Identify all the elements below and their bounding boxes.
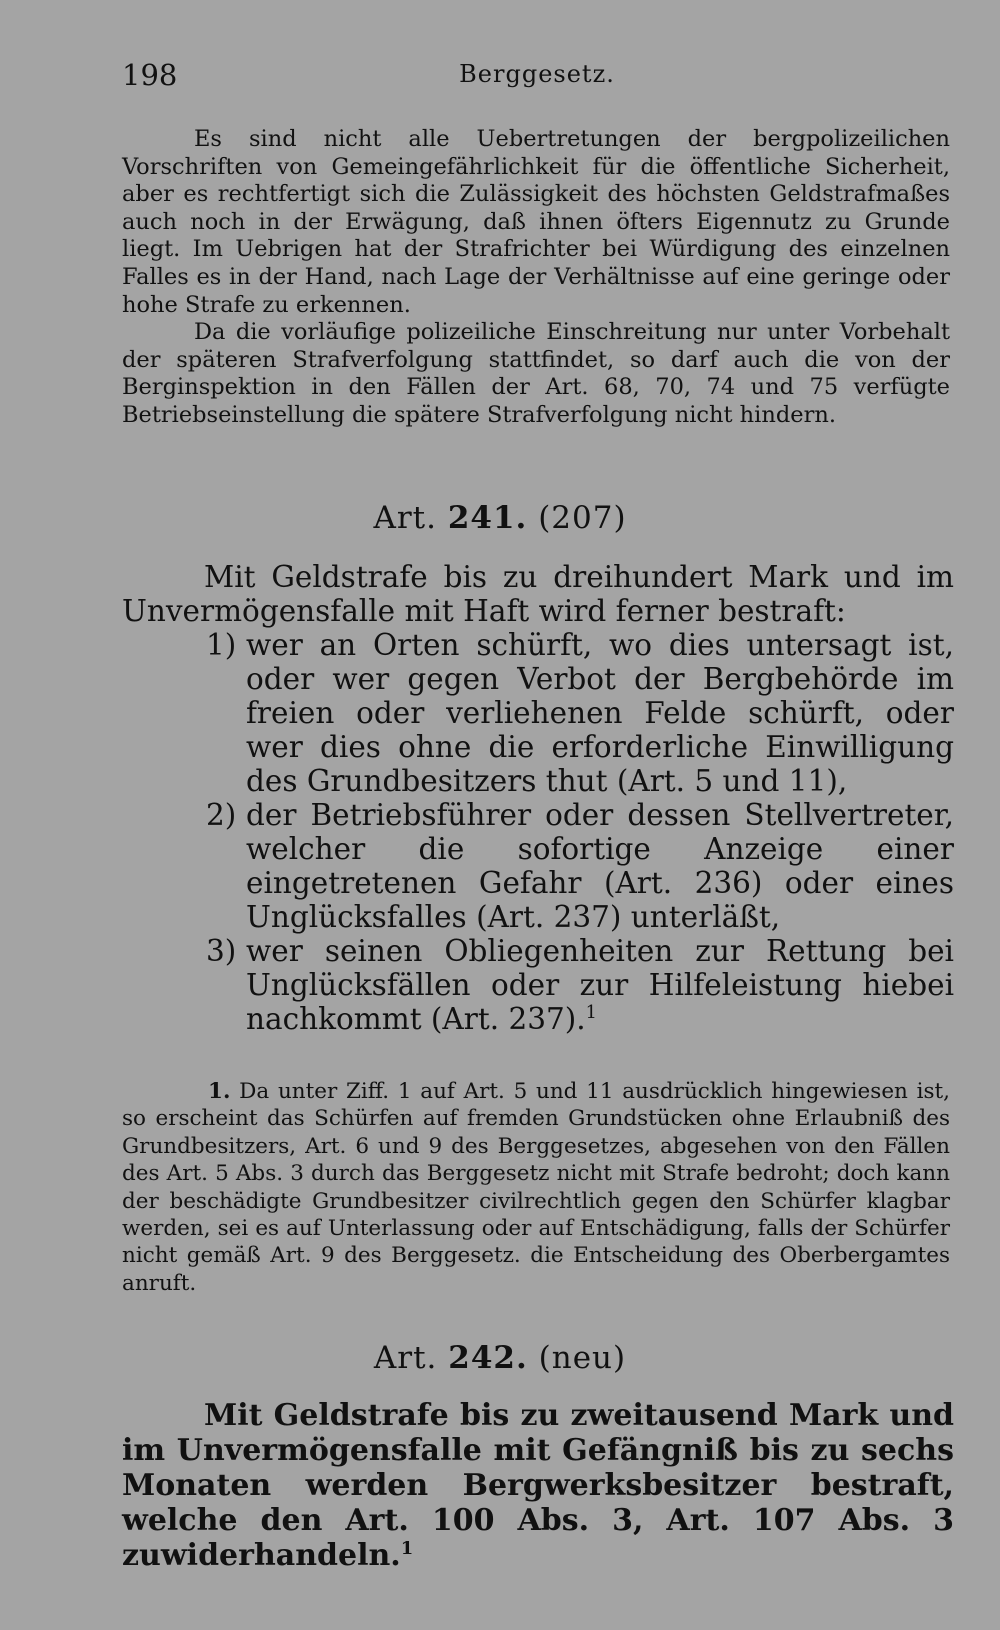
list-marker: 3) — [206, 934, 237, 968]
commentary-paragraph-1: Es sind nicht alle Uebertretungen der bergpolizeilichen Vorschriften von Gemeingefährlichkeit für die öffentliche Sicherheit, aber es rechtfertigt sich die Zulässigkeit des höchsten Geldstrafmaßes auch noch in der Erwägung, daß ihnen öfters Eigennutz zu Grunde liegt. Im Uebrigen hat der Strafrichter bei Würdigung des einzelnen Falles es in der Hand, nach Lage der Verhältnisse auf eine geringe oder hohe Strafe zu erkennen. — [122, 126, 950, 318]
commentary-paragraph-2: Da die vorläufige polizeiliche Einschreitung nur unter Vorbehalt der späteren Strafverfolgung stattfindet, so darf auch die von der Berginspektion in den Fällen der Art. 68, 70, 74 und 75 verfügte Betriebseinstellung die spätere Strafverfolgung nicht hindern. — [122, 319, 950, 428]
footnote-paragraph — [122, 1078, 950, 1297]
footnote-reference: 1 — [585, 1003, 597, 1024]
page-header — [122, 58, 952, 102]
footnote-marker: 1. — [208, 1079, 231, 1104]
footnote-1 — [122, 1078, 950, 1297]
list-item-text: wer seinen Obliegenheiten zur Rettung bei Unglücksfällen oder zur Hilfeleistung hiebei nachkommt (Art. 237). — [246, 934, 954, 1036]
list-item-text: wer an Orten schürft, wo dies untersagt ist, oder wer gegen Verbot der Bergbehörde im freien oder verliehenen Felde schürft, oder wer dies ohne die erforderliche Einwilligung des Grundbesitzers thut (Art. 5 und 11), — [246, 628, 954, 798]
commentary-block — [122, 126, 950, 430]
article-241-intro: Mit Geldstrafe bis zu dreihundert Mark und im Unvermögensfalle mit Haft wird ferner bestraft: — [122, 560, 954, 628]
article-242-paragraph — [122, 1398, 954, 1573]
article-old-number: (neu) — [538, 1340, 627, 1376]
list-marker: 2) — [206, 798, 237, 832]
article-prefix: Art. — [373, 1340, 438, 1376]
footnote-text: Da unter Ziff. 1 auf Art. 5 und 11 ausdrücklich hingewiesen ist, so erscheint das Schürfen auf fremden Grundstücken ohne Erlaubniß des Grundbesitzers, Art. 6 und 9 des Berggesetzes, abgesehen von den Fällen des Art. 5 Abs. 3 durch das Berggesetz nicht mit Strafe bedroht; doch kann der beschädigte Grundbesitzer civilrechtlich gegen den Schürfer klagbar werden, sei es auf Unterlassung oder auf Entschädigung, falls der Schürfer nicht gemäß Art. 9 des Berggesetz. die Entscheidung des Oberbergamtes anruft. — [122, 1079, 950, 1296]
article-242-heading — [0, 1340, 1000, 1376]
footnote-reference: 1 — [400, 1538, 414, 1559]
article-old-number: (207) — [538, 500, 627, 536]
article-number: 241. — [447, 500, 528, 536]
list-marker: 1) — [206, 628, 237, 662]
list-item-text: der Betriebsführer oder dessen Stellvertreter, welcher die sofortige Anzeige einer eingetretenen Gefahr (Art. 236) oder eines Unglücksfalles (Art. 237) unterläßt, — [246, 798, 954, 934]
article-241-text — [122, 560, 954, 1036]
running-title: Berggesetz. — [459, 60, 615, 88]
article-241-list — [122, 628, 954, 1036]
article-prefix: Art. — [373, 500, 437, 536]
article-number: 242. — [448, 1340, 528, 1376]
article-241-heading — [0, 500, 1000, 536]
list-item — [122, 628, 954, 798]
article-242-body: Mit Geldstrafe bis zu zweitausend Mark und im Unvermögensfalle mit Gefängniß bis zu sechs Monaten werden Bergwerksbesitzer bestraft, welche den Art. 100 Abs. 3, Art. 107 Abs. 3 zuwiderhandeln. — [122, 1398, 954, 1573]
page-number: 198 — [122, 58, 178, 92]
article-242-text — [122, 1398, 954, 1573]
list-item — [122, 798, 954, 934]
list-item — [122, 934, 954, 1036]
